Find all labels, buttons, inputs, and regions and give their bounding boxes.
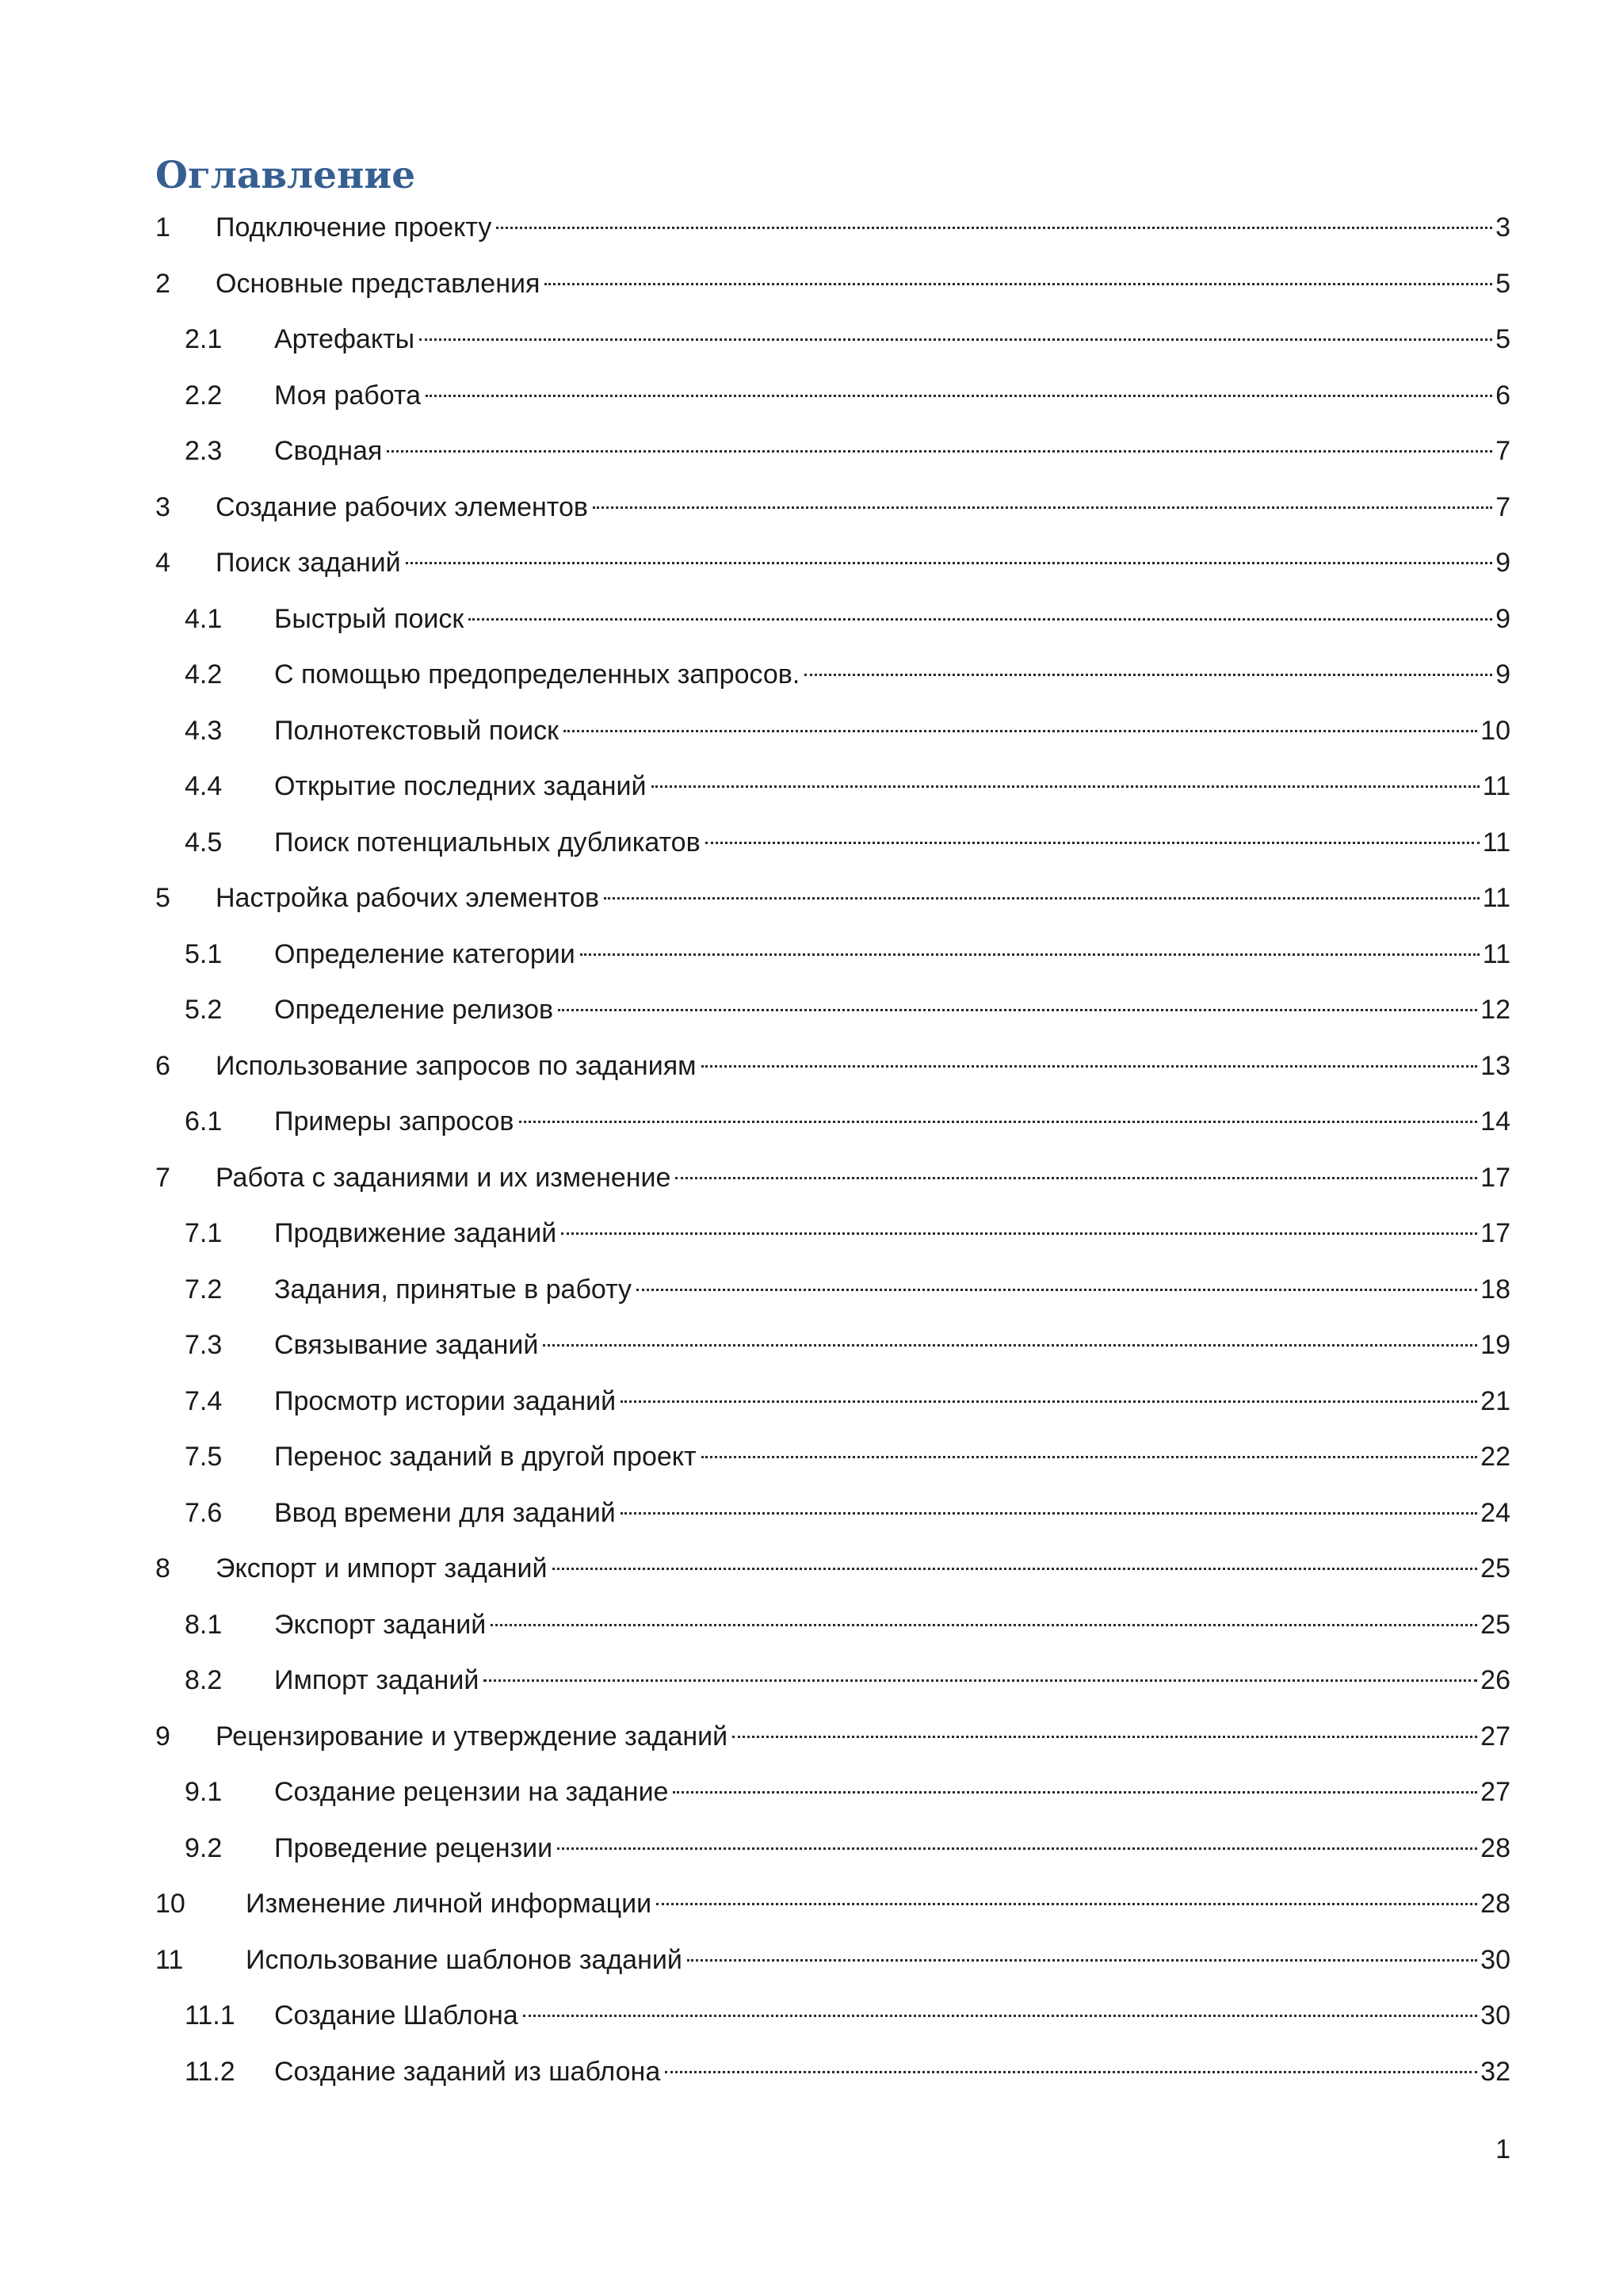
toc-entry[interactable] [155, 368, 1510, 424]
toc-entry-title: Перенос заданий в другой проект [274, 1442, 697, 1472]
toc-entry[interactable] [155, 1094, 1510, 1150]
toc-entry-number: 4 [155, 548, 170, 578]
toc-dot-leader [636, 1289, 1477, 1291]
toc-entry-page: 27 [1480, 1777, 1510, 1807]
toc-entry-page: 11 [1482, 827, 1510, 858]
toc-entry[interactable] [155, 1150, 1510, 1206]
toc-entry-number: 7.6 [185, 1497, 223, 1528]
toc-entry[interactable] [155, 535, 1510, 591]
toc-dot-leader [705, 842, 1480, 844]
toc-dot-leader [543, 1344, 1477, 1347]
toc-entry-title: Продвижение заданий [274, 1218, 557, 1248]
toc-entry-page: 24 [1480, 1497, 1510, 1528]
toc-dot-leader [621, 1400, 1477, 1403]
toc-entry[interactable] [155, 479, 1510, 536]
toc-entry-page: 22 [1480, 1442, 1510, 1472]
toc-entry-number: 7.1 [185, 1218, 223, 1248]
toc-entry-title: Экспорт и импорт заданий [216, 1553, 548, 1584]
toc-entry-number: 9.2 [185, 1832, 223, 1863]
toc-entry[interactable] [155, 1429, 1510, 1485]
toc-dot-leader [561, 1232, 1477, 1235]
toc-entry-number: 11.1 [185, 2000, 235, 2030]
toc-entry[interactable] [155, 1876, 1510, 1932]
toc-entry-title: Поиск потенциальных дубликатов [274, 827, 701, 858]
toc-dot-leader [563, 730, 1477, 732]
toc-dot-leader [732, 1736, 1477, 1738]
toc-entry-title: Проведение рецензии [274, 1832, 553, 1863]
toc-dot-leader [673, 1791, 1477, 1794]
toc-entry-title: Создание рабочих элементов [216, 491, 588, 522]
toc-entry-title: Артефакты [274, 324, 415, 354]
toc-entry-number: 11 [155, 1944, 184, 1975]
toc-entry-number: 9.1 [185, 1777, 223, 1807]
toc-dot-leader [496, 227, 1492, 229]
toc-entry-number: 11.2 [185, 2056, 235, 2087]
toc-entry-title: Работа с заданиями и их изменение [216, 1162, 671, 1193]
toc-entry[interactable] [155, 256, 1510, 312]
page-number: 1 [1495, 2134, 1510, 2164]
toc-entry-page: 13 [1480, 1050, 1510, 1081]
toc-dot-leader [656, 1903, 1477, 1905]
toc-entry-page: 28 [1480, 1889, 1510, 1919]
toc-dot-leader [491, 1624, 1477, 1626]
toc-entry-page: 25 [1480, 1609, 1510, 1640]
toc-dot-leader [593, 506, 1492, 509]
toc-entry-number: 3 [155, 491, 170, 522]
toc-entry-number: 8.1 [185, 1609, 223, 1640]
toc-entry[interactable] [155, 423, 1510, 479]
toc-dot-leader [621, 1512, 1477, 1515]
toc-entry-title: Создание рецензии на задание [274, 1777, 669, 1807]
toc-entry-page: 7 [1495, 436, 1510, 466]
toc-dot-leader [552, 1568, 1478, 1570]
toc-entry[interactable] [155, 1820, 1510, 1877]
toc-entry-number: 4.1 [185, 603, 223, 634]
toc-entry[interactable] [155, 870, 1510, 926]
toc-entry-page: 7 [1495, 491, 1510, 522]
toc-heading: Оглавление [155, 154, 416, 197]
toc-entry-number: 2 [155, 268, 170, 299]
toc-entry-title: Поиск заданий [216, 548, 401, 578]
toc-entry[interactable] [155, 758, 1510, 815]
toc-dot-leader [604, 897, 1480, 900]
toc-entry-number: 6 [155, 1050, 170, 1081]
toc-entry-title: Связывание заданий [274, 1330, 539, 1360]
toc-entry[interactable] [155, 1317, 1510, 1373]
toc-dot-leader [426, 395, 1492, 397]
toc-entry-number: 1 [155, 212, 170, 243]
toc-entry[interactable] [155, 311, 1510, 368]
toc-entry-number: 2.1 [185, 324, 223, 354]
toc-entry[interactable] [155, 926, 1510, 983]
toc-entry-number: 7 [155, 1162, 170, 1193]
toc-entry[interactable] [155, 1709, 1510, 1765]
toc-dot-leader [544, 283, 1492, 285]
toc-entry-number: 7.3 [185, 1330, 223, 1360]
toc-entry[interactable] [155, 982, 1510, 1038]
toc-dot-leader [419, 338, 1492, 341]
toc-entry-page: 28 [1480, 1832, 1510, 1863]
toc-entry-page: 30 [1480, 1944, 1510, 1975]
toc-dot-leader [675, 1177, 1477, 1179]
toc-dot-leader [651, 785, 1480, 788]
toc-entry-title: Примеры запросов [274, 1106, 514, 1137]
toc-entry-title: Полнотекстовый поиск [274, 715, 559, 746]
toc-entry-page: 19 [1480, 1330, 1510, 1360]
toc-entry-number: 8.2 [185, 1665, 223, 1695]
toc-entry-title: Открытие последних заданий [274, 771, 647, 801]
toc-entry-title: Подключение проекту [216, 212, 492, 243]
toc-entry-number: 4.3 [185, 715, 223, 746]
toc-entry-page: 25 [1480, 1553, 1510, 1584]
toc-entry-page: 11 [1482, 883, 1510, 913]
toc-entry-title: С помощью предопределенных запросов. [274, 659, 800, 690]
toc-entry-title: Задания, принятые в работу [274, 1274, 632, 1305]
toc-entry-title: Ввод времени для заданий [274, 1497, 616, 1528]
toc-dot-leader [519, 1121, 1478, 1123]
toc-entry-title: Определение релизов [274, 995, 554, 1025]
toc-entry-number: 2.3 [185, 436, 223, 466]
toc-entry-number: 4.2 [185, 659, 223, 690]
toc-entry-page: 17 [1480, 1218, 1510, 1248]
toc-entry[interactable] [155, 1485, 1510, 1541]
toc-entry-number: 7.4 [185, 1385, 223, 1416]
toc-entry-page: 12 [1480, 995, 1510, 1025]
table-of-contents [155, 200, 1510, 2099]
toc-entry-page: 10 [1480, 715, 1510, 746]
toc-dot-leader [406, 562, 1492, 564]
toc-entry-page: 9 [1495, 603, 1510, 634]
toc-entry-number: 7.5 [185, 1442, 223, 1472]
toc-dot-leader [387, 450, 1492, 453]
toc-entry-title: Сводная [274, 436, 383, 466]
toc-entry-number: 5 [155, 883, 170, 913]
toc-entry-page: 11 [1482, 771, 1510, 801]
toc-entry[interactable] [155, 1652, 1510, 1709]
toc-entry-number: 9 [155, 1721, 170, 1752]
toc-entry-page: 9 [1495, 659, 1510, 690]
toc-entry-title: Основные представления [216, 268, 540, 299]
toc-entry[interactable] [155, 1038, 1510, 1095]
toc-entry-number: 4.4 [185, 771, 223, 801]
toc-entry-page: 17 [1480, 1162, 1510, 1193]
toc-entry[interactable] [155, 1932, 1510, 1988]
toc-entry-title: Настройка рабочих элементов [216, 883, 600, 913]
toc-entry-number: 4.5 [185, 827, 223, 858]
toc-entry-page: 26 [1480, 1665, 1510, 1695]
toc-entry[interactable] [155, 1205, 1510, 1262]
toc-dot-leader [468, 618, 1492, 621]
toc-entry[interactable] [155, 703, 1510, 759]
toc-entry-page: 14 [1480, 1106, 1510, 1137]
toc-entry-page: 11 [1482, 938, 1510, 969]
toc-entry-page: 21 [1480, 1385, 1510, 1416]
toc-entry-page: 27 [1480, 1721, 1510, 1752]
toc-entry-number: 7.2 [185, 1274, 223, 1305]
toc-entry-title: Использование запросов по заданиям [216, 1050, 697, 1081]
toc-entry-page: 30 [1480, 2000, 1510, 2030]
toc-entry-number: 10 [155, 1889, 185, 1919]
toc-entry-title: Изменение личной информации [246, 1889, 652, 1919]
toc-entry-title: Моя работа [274, 380, 422, 411]
toc-entry-page: 3 [1495, 212, 1510, 243]
toc-entry-title: Просмотр истории заданий [274, 1385, 617, 1416]
toc-entry-page: 18 [1480, 1274, 1510, 1305]
toc-entry-title: Использование шаблонов заданий [246, 1944, 682, 1975]
toc-entry[interactable] [155, 1988, 1510, 2044]
toc-entry-title: Рецензирование и утверждение заданий [216, 1721, 728, 1752]
toc-entry[interactable] [155, 815, 1510, 871]
toc-dot-leader [701, 1456, 1478, 1458]
toc-dot-leader [665, 2071, 1477, 2073]
toc-entry-number: 2.2 [185, 380, 223, 411]
toc-entry-title: Создание Шаблона [274, 2000, 518, 2030]
toc-entry-title: Экспорт заданий [274, 1609, 487, 1640]
toc-entry-title: Создание заданий из шаблона [274, 2056, 661, 2087]
toc-dot-leader [701, 1065, 1478, 1068]
toc-entry[interactable] [155, 1764, 1510, 1820]
toc-dot-leader [483, 1679, 1477, 1682]
toc-entry-number: 5.1 [185, 938, 223, 969]
toc-entry-number: 8 [155, 1553, 170, 1584]
toc-dot-leader [523, 2015, 1478, 2017]
toc-entry-page: 9 [1495, 548, 1510, 578]
toc-entry-page: 32 [1480, 2056, 1510, 2087]
toc-dot-leader [804, 674, 1492, 676]
toc-entry[interactable] [155, 1597, 1510, 1653]
toc-entry[interactable] [155, 647, 1510, 703]
toc-entry-page: 5 [1495, 324, 1510, 354]
toc-entry-title: Определение категории [274, 938, 575, 969]
toc-dot-leader [558, 1009, 1477, 1011]
toc-entry-page: 5 [1495, 268, 1510, 299]
toc-dot-leader [557, 1847, 1477, 1850]
toc-entry-title: Быстрый поиск [274, 603, 464, 634]
toc-entry[interactable] [155, 200, 1510, 256]
toc-dot-leader [687, 1959, 1477, 1962]
toc-entry[interactable] [155, 1262, 1510, 1318]
toc-entry[interactable] [155, 1373, 1510, 1430]
toc-entry-number: 5.2 [185, 995, 223, 1025]
toc-entry-page: 6 [1495, 380, 1510, 411]
toc-entry[interactable] [155, 591, 1510, 648]
toc-entry-number: 6.1 [185, 1106, 223, 1137]
toc-entry[interactable] [155, 2044, 1510, 2100]
toc-dot-leader [580, 953, 1480, 956]
toc-entry[interactable] [155, 1541, 1510, 1597]
toc-entry-title: Импорт заданий [274, 1665, 479, 1695]
